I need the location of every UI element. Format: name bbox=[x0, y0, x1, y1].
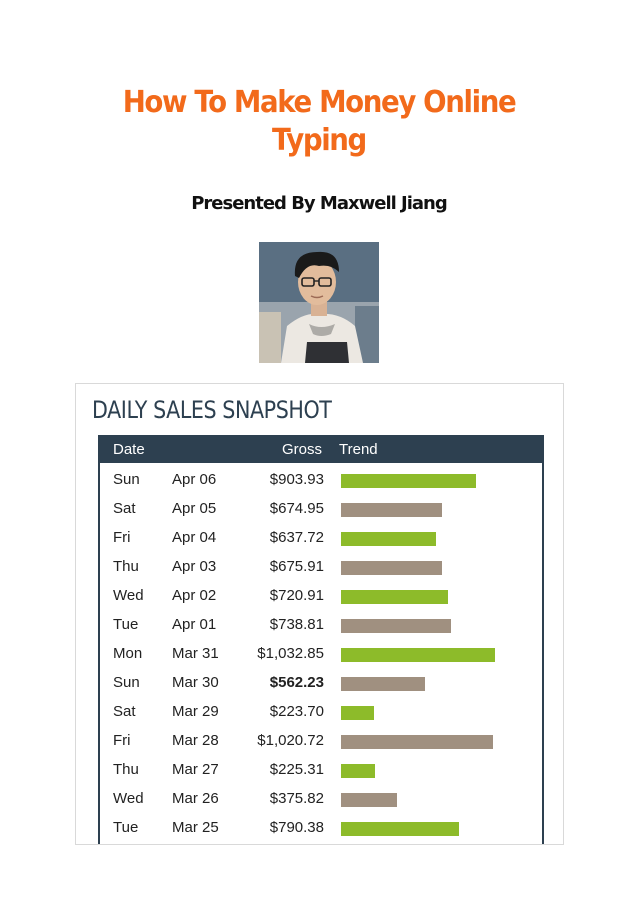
table-row bbox=[100, 552, 542, 581]
cell-date: Mar 31 bbox=[172, 645, 219, 662]
cell-gross: $1,032.85 bbox=[257, 645, 324, 662]
cell-day: Wed bbox=[113, 587, 144, 604]
cell-day: Tue bbox=[113, 819, 139, 836]
trend-bar bbox=[341, 735, 493, 749]
cell-date: Mar 30 bbox=[172, 674, 219, 691]
cell-day: Sun bbox=[113, 674, 140, 691]
cell-day: Wed bbox=[113, 790, 144, 807]
cell-date: Apr 04 bbox=[172, 529, 217, 546]
table-row bbox=[100, 581, 542, 610]
cell-gross: $225.31 bbox=[269, 761, 324, 778]
trend-bar bbox=[341, 532, 436, 546]
column-header-date: Date bbox=[113, 441, 145, 458]
cell-day: Sun bbox=[113, 471, 140, 488]
page-title-line-2: Typing bbox=[272, 123, 366, 158]
daily-sales-snapshot-card bbox=[75, 383, 564, 845]
cell-gross: $223.70 bbox=[269, 703, 324, 720]
cell-date: Mar 29 bbox=[172, 703, 219, 720]
column-header-gross: Gross bbox=[281, 441, 322, 458]
table-row bbox=[100, 813, 542, 842]
author-subtitle: Presented By Maxwell Jiang bbox=[191, 193, 447, 214]
cell-day: Tue bbox=[113, 616, 139, 633]
trend-bar bbox=[341, 677, 425, 691]
cell-day: Mon bbox=[113, 645, 143, 662]
table-row bbox=[100, 784, 542, 813]
table-row bbox=[100, 755, 542, 784]
snapshot-title: DAILY SALES SNAPSHOT bbox=[92, 396, 332, 424]
cell-gross: $738.81 bbox=[269, 616, 324, 633]
cell-day: Fri bbox=[113, 732, 131, 749]
cell-date: Apr 05 bbox=[172, 500, 217, 517]
cell-gross: $790.38 bbox=[269, 819, 324, 836]
cell-date: Mar 25 bbox=[172, 819, 219, 836]
page-title-line-1: How To Make Money Online bbox=[122, 85, 516, 120]
trend-bar bbox=[341, 561, 442, 575]
cell-gross: $637.72 bbox=[269, 529, 324, 546]
cell-date: Apr 02 bbox=[172, 587, 217, 604]
table-row bbox=[100, 494, 542, 523]
cell-date: Mar 26 bbox=[172, 790, 219, 807]
cell-gross: $375.82 bbox=[269, 790, 324, 807]
cell-gross: $903.93 bbox=[269, 471, 324, 488]
cell-date: Apr 06 bbox=[172, 471, 217, 488]
trend-bar bbox=[341, 822, 459, 836]
cell-gross: $1,020.72 bbox=[257, 732, 324, 749]
table-row bbox=[100, 726, 542, 755]
trend-bar bbox=[341, 474, 476, 488]
sales-table bbox=[98, 435, 544, 845]
cell-gross: $675.91 bbox=[269, 558, 324, 575]
trend-bar bbox=[341, 590, 448, 604]
cell-date: Apr 03 bbox=[172, 558, 217, 575]
cell-gross: $562.23 bbox=[269, 674, 324, 691]
cell-day: Thu bbox=[113, 761, 139, 778]
table-row bbox=[100, 668, 542, 697]
cell-date: Mar 27 bbox=[172, 761, 219, 778]
cell-gross: $674.95 bbox=[269, 500, 324, 517]
trend-bar bbox=[341, 764, 375, 778]
cell-day: Sat bbox=[113, 703, 136, 720]
cell-date: Mar 28 bbox=[172, 732, 219, 749]
trend-bar bbox=[341, 619, 451, 633]
table-row bbox=[100, 697, 542, 726]
cell-day: Thu bbox=[113, 558, 139, 575]
table-row bbox=[100, 523, 542, 552]
table-header bbox=[98, 435, 544, 463]
cell-day: Sat bbox=[113, 500, 136, 517]
trend-bar bbox=[341, 648, 495, 662]
table-row bbox=[100, 639, 542, 668]
cell-gross: $720.91 bbox=[269, 587, 324, 604]
trend-bar bbox=[341, 503, 442, 517]
trend-bar bbox=[341, 706, 374, 720]
author-photo-illustration bbox=[259, 242, 379, 363]
column-header-trend: Trend bbox=[339, 441, 378, 458]
table-row bbox=[100, 465, 542, 494]
cell-date: Apr 01 bbox=[172, 616, 217, 633]
cell-day: Fri bbox=[113, 529, 131, 546]
table-row bbox=[100, 610, 542, 639]
author-photo bbox=[259, 242, 379, 363]
trend-bar bbox=[341, 793, 397, 807]
